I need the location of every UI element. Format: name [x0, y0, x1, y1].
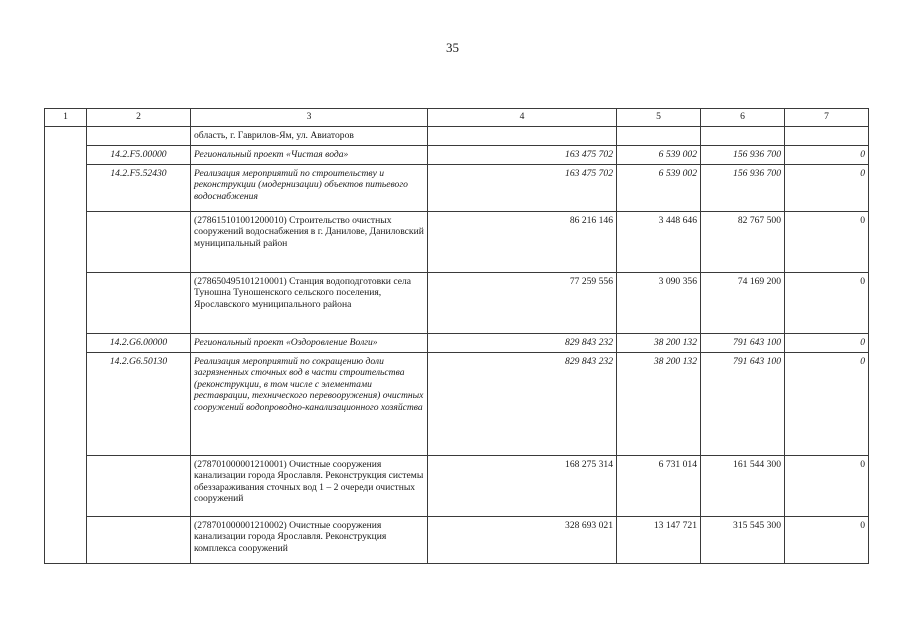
- code-cell: 14.2.F5.52430: [87, 165, 191, 212]
- value-cell: 82 767 500: [701, 212, 785, 273]
- value-cell: 0: [785, 517, 869, 564]
- name-cell: область, г. Гаврилов-Ям, ул. Авиаторов: [191, 127, 428, 146]
- column-header: 3: [191, 109, 428, 127]
- value-cell: 3 090 356: [617, 273, 701, 334]
- value-cell: 3 448 646: [617, 212, 701, 273]
- total-cell: 86 216 146: [428, 212, 617, 273]
- name-cell: Региональный проект «Оздоровление Волги»: [191, 334, 428, 353]
- table-row: [45, 456, 869, 517]
- value-cell: [785, 127, 869, 146]
- column-header: 6: [701, 109, 785, 127]
- total-cell: [428, 127, 617, 146]
- value-cell: 74 169 200: [701, 273, 785, 334]
- value-cell: 315 545 300: [701, 517, 785, 564]
- table-row: [45, 273, 869, 334]
- value-cell: 156 936 700: [701, 146, 785, 165]
- value-cell: 156 936 700: [701, 165, 785, 212]
- table-row: [45, 165, 869, 212]
- value-cell: [701, 127, 785, 146]
- value-cell: 6 539 002: [617, 165, 701, 212]
- value-cell: 38 200 132: [617, 334, 701, 353]
- name-cell: (278650495101210001) Станция водоподготовки села Туношна Туношенского сельского поселения, Ярославского муниципального района: [191, 273, 428, 334]
- total-cell: 163 475 702: [428, 165, 617, 212]
- table-row: [45, 146, 869, 165]
- value-cell: 0: [785, 165, 869, 212]
- code-cell: 14.2.G6.00000: [87, 334, 191, 353]
- total-cell: 829 843 232: [428, 334, 617, 353]
- table-row: [45, 517, 869, 564]
- total-cell: 168 275 314: [428, 456, 617, 517]
- value-cell: 0: [785, 334, 869, 353]
- column-header: 5: [617, 109, 701, 127]
- value-cell: 0: [785, 212, 869, 273]
- name-cell: (278615101001200010) Строительство очистных сооружений водоснабжения в г. Данилове, Даниловский муниципальный район: [191, 212, 428, 273]
- code-cell: 14.2.F5.00000: [87, 146, 191, 165]
- column-header: 1: [45, 109, 87, 127]
- code-cell: [87, 273, 191, 334]
- name-cell: Реализация мероприятий по строительству и реконструкции (модернизации) объектов питьевого водоснабжения: [191, 165, 428, 212]
- name-cell: Региональный проект «Чистая вода»: [191, 146, 428, 165]
- value-cell: [617, 127, 701, 146]
- code-cell: [87, 456, 191, 517]
- value-cell: 791 643 100: [701, 334, 785, 353]
- total-cell: 829 843 232: [428, 353, 617, 456]
- name-cell: (278701000001210002) Очистные сооружения канализации города Ярославля. Реконструкция комплекса сооружений: [191, 517, 428, 564]
- column-header: 2: [87, 109, 191, 127]
- code-cell: [87, 127, 191, 146]
- value-cell: 38 200 132: [617, 353, 701, 456]
- total-cell: 163 475 702: [428, 146, 617, 165]
- value-cell: 13 147 721: [617, 517, 701, 564]
- value-cell: 0: [785, 273, 869, 334]
- column-header: 7: [785, 109, 869, 127]
- code-cell: [87, 212, 191, 273]
- column-header: 4: [428, 109, 617, 127]
- value-cell: 791 643 100: [701, 353, 785, 456]
- table-header-row: [45, 109, 869, 127]
- total-cell: 77 259 556: [428, 273, 617, 334]
- value-cell: 6 539 002: [617, 146, 701, 165]
- table-row: [45, 334, 869, 353]
- name-cell: Реализация мероприятий по сокращению доли загрязненных сточных вод в части строительства (реконструкции, в том числе с элементами реставрации, технического перевооружения) очистных сооружений водопроводно-канализационного хозяйства: [191, 353, 428, 456]
- table-row: [45, 212, 869, 273]
- name-cell: (278701000001210001) Очистные сооружения канализации города Ярославля. Реконструкция системы обеззараживания сточных вод 1 – 2 очереди очистных сооружений: [191, 456, 428, 517]
- code-cell: [87, 517, 191, 564]
- value-cell: 6 731 014: [617, 456, 701, 517]
- column-1-cell: [45, 127, 87, 564]
- table-row: [45, 127, 869, 146]
- total-cell: 328 693 021: [428, 517, 617, 564]
- value-cell: 161 544 300: [701, 456, 785, 517]
- table-row: [45, 353, 869, 456]
- value-cell: 0: [785, 146, 869, 165]
- budget-table: [44, 108, 869, 564]
- value-cell: 0: [785, 456, 869, 517]
- page-number: 35: [446, 40, 459, 55]
- value-cell: 0: [785, 353, 869, 456]
- code-cell: 14.2.G6.50130: [87, 353, 191, 456]
